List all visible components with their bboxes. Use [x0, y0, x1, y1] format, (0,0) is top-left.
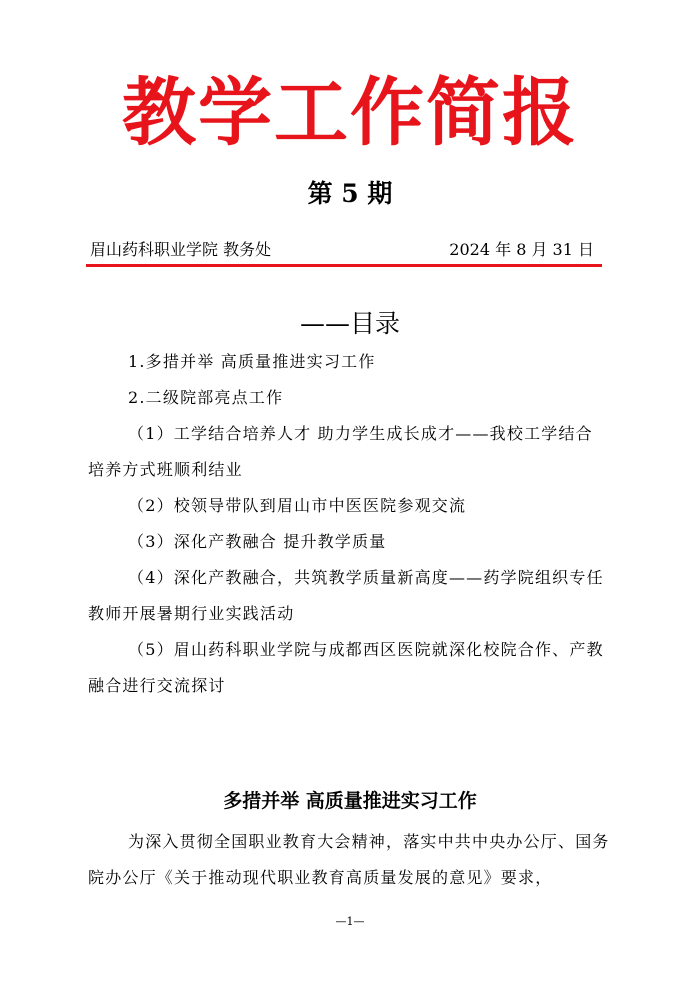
article-paragraph: 为深入贯彻全国职业教育大会精神，落实中共中央办公厅、国务院办公厅《关于推动现代职业教育高质量发展的意见》要求，: [88, 832, 610, 887]
issuing-organization: 眉山药科职业学院 教务处: [90, 240, 272, 259]
issue-date: 2024 年 8 月 31 日: [449, 240, 594, 259]
toc-item: 1.多措并举 高质量推进实习工作: [128, 352, 376, 371]
issue-number: 第 5 期: [307, 179, 393, 208]
toc-item: （2）校领导带队到眉山市中医医院参观交流: [128, 496, 467, 515]
toc-item: （5）眉山药科职业学院与成都西区医院就深化校院合作、产教融合进行交流探讨: [88, 640, 604, 695]
toc-item: 2.二级院部亮点工作: [128, 388, 284, 407]
masthead-title: 教学工作简报: [122, 70, 578, 156]
header-divider: [86, 264, 602, 267]
toc-item: （4）深化产教融合，共筑教学质量新高度——药学院组织专任教师开展暑期行业实践活动: [88, 568, 604, 623]
toc-heading: ——目录: [299, 309, 400, 338]
table-of-contents: [88, 344, 608, 704]
toc-item: （1）工学结合培养人才 助力学生成长成才——我校工学结合培养方式班顺利结业: [88, 424, 593, 479]
article-title: 多措并举 高质量推进实习工作: [223, 790, 477, 812]
toc-item: （3）深化产教融合 提升教学质量: [128, 532, 387, 551]
page-number: —1—: [335, 915, 365, 928]
